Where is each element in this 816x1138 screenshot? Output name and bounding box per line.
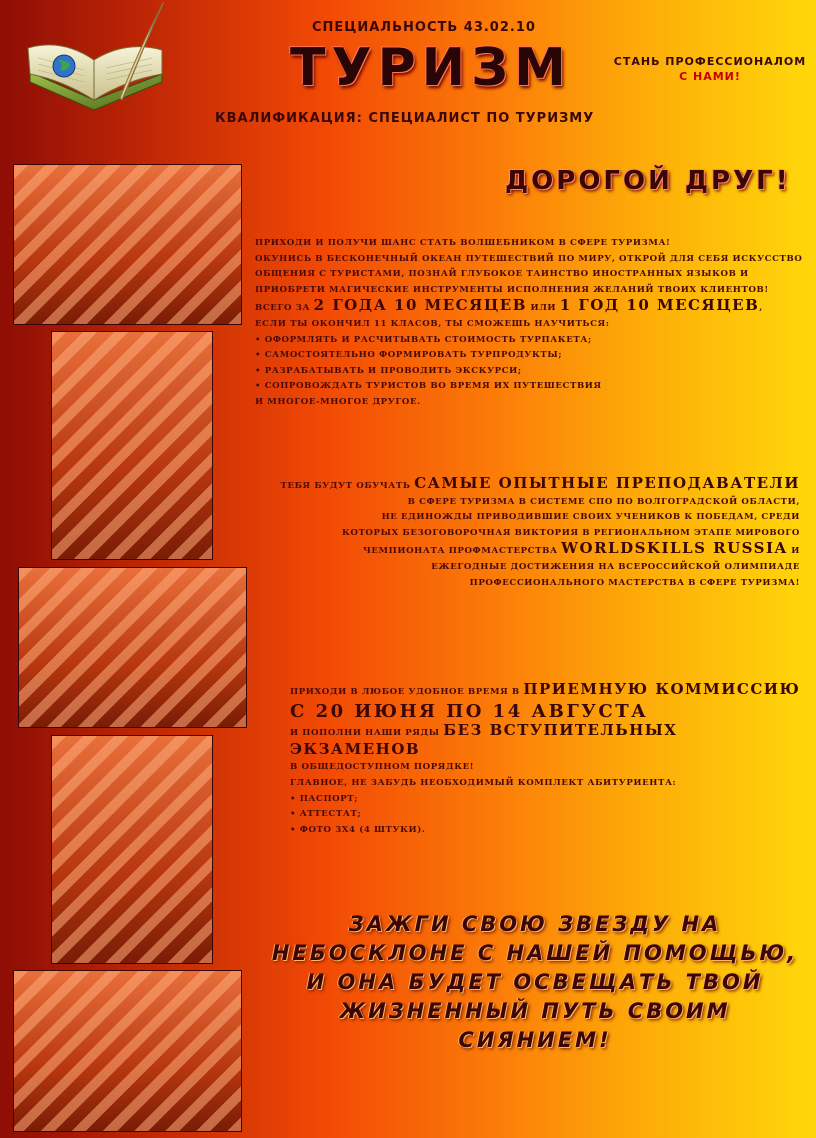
admission-line3-prefix: И ПОПОЛНИ НАШИ РЯДЫ [290,728,440,739]
skills-list [255,333,803,395]
admission-line: ГЛАВНОЕ, НЕ ЗАБУДЬ НЕОБХОДИМЫЙ КОМПЛЕКТ АБИТУРИЕНТА: [290,777,677,788]
worldskills-highlight: WORLDSKILLS RUSSIA [561,539,788,558]
closing-line: И ОНА БУДЕТ ОСВЕЩАТЬ ТВОЙ [306,970,764,994]
admission-highlight: ПРИЕМНУЮ КОММИССИЮ [523,680,801,698]
teachers-line5-suffix: И [791,546,800,557]
closing-line: НЕБОСКЛОНЕ С НАШЕЙ ПОМОЩЬЮ, [271,941,799,965]
duration-prefix: ВСЕГО ЗА [255,303,311,314]
documents-list [290,792,810,839]
slogan-line-1: СТАНЬ ПРОФЕССИОНАЛОМ [613,55,807,68]
admission-line [290,682,810,701]
list-item: • ПАСПОРТ; [290,792,810,808]
photo-frame [18,567,247,728]
teachers-line [260,541,800,560]
teachers-line: ЕЖЕГОДНЫЕ ДОСТИЖЕНИЯ НА ВСЕРОССИЙСКОЙ ОЛИМПИАДЕ [431,561,800,572]
photo-frame [13,970,242,1132]
no-exams-highlight: БЕЗ ВСТУПИТЕЛЬНЫХ ЭКЗАМЕНОВ [290,721,678,758]
slogan [600,54,816,84]
list-item: • ФОТО 3Х4 (4 ШТУКИ). [290,823,810,839]
photo-frame [13,164,242,325]
photo-frame [51,735,213,964]
list-item: • РАЗРАБАТЫВАТЬ И ПРОВОДИТЬ ЭКСКУРСИ; [255,364,803,380]
list-item: • САМОСТОЯТЕЛЬНО ФОРМИРОВАТЬ ТУРПРОДУКТЫ; [255,348,803,364]
closing-line: ЖИЗНЕННЫЙ ПУТЬ СВОИМ [339,999,731,1023]
teachers-line: КОТОРЫХ БЕЗОГОВОРОЧНАЯ ВИКТОРИЯ В РЕГИОНАЛЬНОМ ЭТАПЕ МИРОВОГО [341,527,800,538]
specialty-code: СПЕЦИАЛЬНОСТЬ 43.02.10 [312,20,536,35]
intro-block [255,236,803,411]
teachers-line: НЕ ЕДИНОЖДЫ ПРИВОДИВШИЕ СВОИХ УЧЕНИКОВ К ПОБЕДАМ, СРЕДИ [381,512,800,523]
duration-full: 2 ГОДА 10 МЕСЯЦЕВ [313,296,527,315]
greeting-heading: ДОРОГОЙ ДРУГ! [505,166,791,196]
closing-line: ЗАЖГИ СВОЮ ЗВЕЗДУ НА [348,912,722,936]
teachers-line5-prefix: ЧЕМПИОНАТА ПРОФМАСТЕРСТВА [362,546,558,557]
closing-message [265,910,805,1055]
intro-line: ЕСЛИ ТЫ ОКОНЧИЛ 11 КЛАСОВ, ТЫ СМОЖЕШЬ НАУЧИТЬСЯ: [255,318,610,329]
list-item: • СОПРОВОЖДАТЬ ТУРИСТОВ ВО ВРЕМЯ ИХ ПУТЕШЕСТВИЯ [255,379,803,395]
admission-line [290,723,810,760]
list-item: • АТТЕСТАТ; [290,807,810,823]
page-title: ТУРИЗМ [290,38,572,98]
duration-suffix: , [759,303,763,314]
teachers-block [260,476,800,591]
intro-line: ОКУНИСЬ В БЕСКОНЕЧНЫЙ ОКЕАН ПУТЕШЕСТВИЙ ПО МИРУ, ОТКРОЙ ДЛЯ СЕБЯ ИСКУССТВО ОБЩЕНИЯ С ТУРИСТАМИ, ПОЗНАЙ ГЛУБОКОЕ ТАИНСТВО ИНОСТРАННЫХ ЯЗЫКОВ И ПРИОБРЕТИ МАГИЧЕСКИЕ ИНСТРУМЕНТЫ ИСПОЛНЕНИЯ ЖЕЛАНИЙ ТВОИХ КЛИЕНТОВ! [255,253,803,295]
slogan-line-2: С НАМИ! [679,70,741,83]
closing-line: СИЯНИЕМ! [458,1028,612,1052]
intro-line: ПРИХОДИ И ПОЛУЧИ ШАНС СТАТЬ ВОЛШЕБНИКОМ В СФЕРЕ ТУРИЗМА! [255,238,671,248]
teachers-line [260,476,800,495]
teachers-prefix: ТЕБЯ БУДУТ ОБУЧАТЬ [280,481,411,491]
list-item: • ОФОРМЛЯТЬ И РАСЧИТЫВАТЬ СТОИМОСТЬ ТУРПАКЕТА; [255,333,803,349]
duration-or: ИЛИ [530,303,557,314]
qualification: КВАЛИФИКАЦИЯ: СПЕЦИАЛИСТ ПО ТУРИЗМУ [215,111,595,126]
teachers-highlight: САМЫЕ ОПЫТНЫЕ ПРЕПОДАВАТЕЛИ [414,474,800,492]
photo-frame [51,331,213,560]
duration-line [255,298,803,317]
intro-line: И МНОГОЕ-МНОГОЕ ДРУГОЕ. [255,396,421,407]
admission-line: В ОБЩЕДОСТУПНОМ ПОРЯДКЕ! [290,762,475,773]
teachers-line: В СФЕРЕ ТУРИЗМА В СИСТЕМЕ СПО ПО ВОЛГОГРАДСКОЙ ОБЛАСТИ, [407,496,800,507]
admission-block [290,682,810,838]
open-book-with-quill-and-globe-icon [22,2,172,112]
admission-dates: С 20 ИЮНЯ ПО 14 АВГУСТА [290,700,649,722]
teachers-line: ПРОФЕССИОНАЛЬНОГО МАСТЕРСТВА В СФЕРЕ ТУРИЗМА! [469,577,800,588]
admission-prefix: ПРИХОДИ В ЛЮБОЕ УДОБНОЕ ВРЕМЯ В [290,687,520,697]
duration-short: 1 ГОД 10 МЕСЯЦЕВ [559,296,760,315]
